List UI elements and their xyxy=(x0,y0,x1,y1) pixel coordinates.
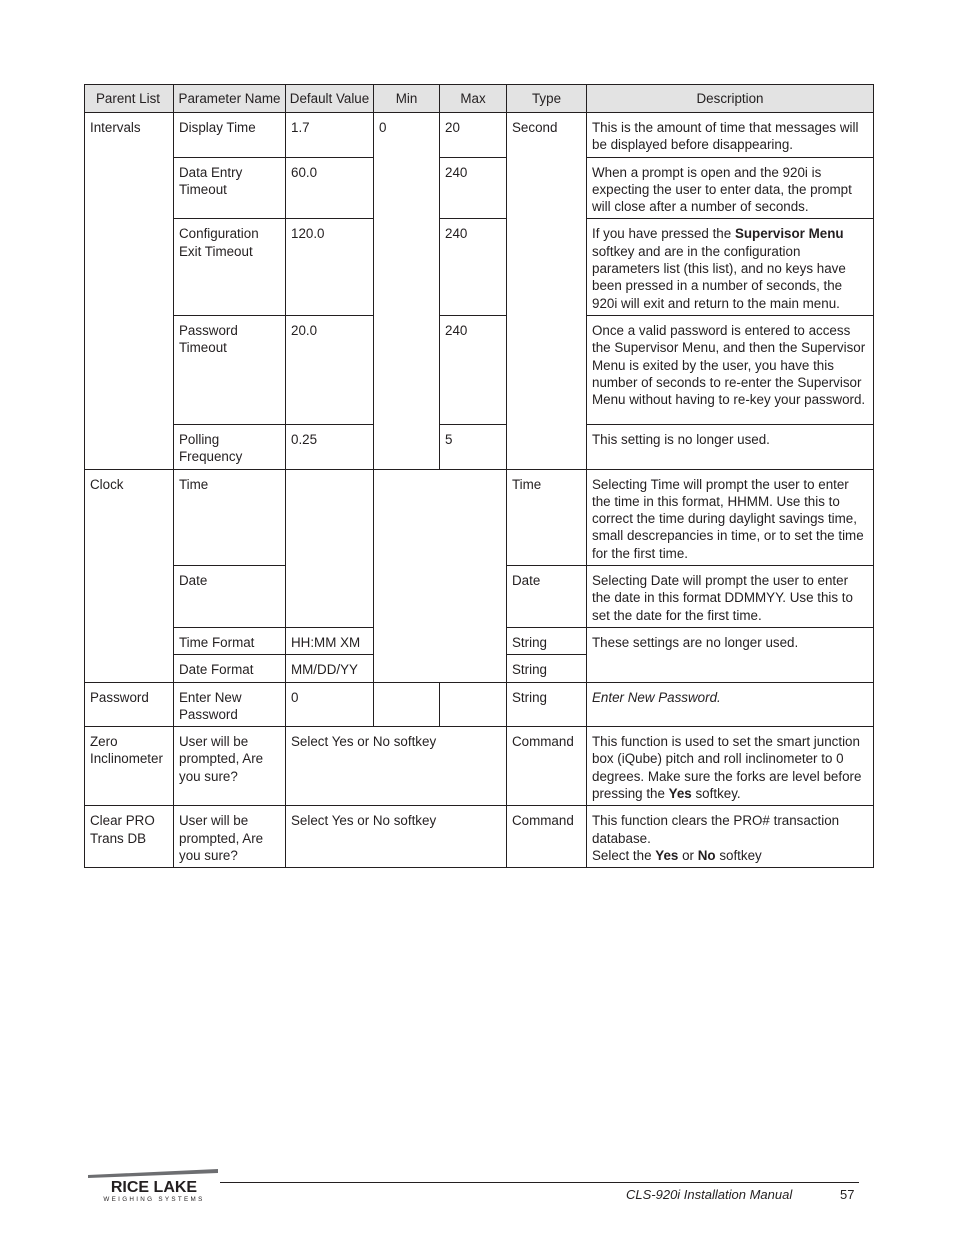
table-row xyxy=(85,682,874,727)
header-min: Min xyxy=(374,85,440,113)
type-cell: Second xyxy=(507,113,587,470)
description-cell: Enter New Password. xyxy=(587,682,874,727)
table-row xyxy=(85,157,874,219)
table-row xyxy=(85,113,874,158)
header-parameter-name: Parameter Name xyxy=(174,85,286,113)
param-name-cell: Time xyxy=(174,469,286,565)
default-cell: 0 xyxy=(286,682,374,727)
header-max: Max xyxy=(440,85,507,113)
parent-cell: Intervals xyxy=(85,113,174,470)
type-cell: String xyxy=(507,655,587,682)
desc-bold-term: Yes xyxy=(655,847,679,863)
table-row xyxy=(85,469,874,565)
param-name-cell: Password Timeout xyxy=(174,315,286,424)
desc-text: softkey xyxy=(715,847,762,863)
desc-text: or xyxy=(678,847,698,863)
param-name-cell: Enter New Password xyxy=(174,682,286,727)
table-row xyxy=(85,424,874,469)
description-cell: This is the amount of time that messages will be displayed before disappearing. xyxy=(587,113,874,158)
param-name-cell: Time Format xyxy=(174,627,286,654)
max-cell xyxy=(440,682,507,727)
max-cell: 240 xyxy=(440,219,507,315)
type-cell: Time xyxy=(507,469,587,565)
type-cell: Date xyxy=(507,566,587,628)
default-cell: Select Yes or No softkey xyxy=(286,727,507,806)
param-name-cell: User will be prompted, Are you sure? xyxy=(174,727,286,806)
description-cell xyxy=(587,806,874,868)
manual-title: CLS-920i Installation Manual xyxy=(626,1187,793,1202)
param-name-cell: Polling Frequency xyxy=(174,424,286,469)
description-cell: Selecting Date will prompt the user to enter the date in this format DDMMYY. Use this to set the date for the first time. xyxy=(587,566,874,628)
table-row xyxy=(85,806,874,868)
default-cell: MM/DD/YY xyxy=(286,655,374,682)
description-cell: These settings are no longer used. xyxy=(587,627,874,682)
param-name-cell: Data Entry Timeout xyxy=(174,157,286,219)
description-cell: Once a valid password is entered to access the Supervisor Menu, and then the Supervisor Menu is exited by the user, you have this number of seconds to re-enter the Supervisor Menu without having to re-key your password. xyxy=(587,315,874,424)
header-default-value: Default Value xyxy=(286,85,374,113)
default-cell: 120.0 xyxy=(286,219,374,315)
desc-text: This function clears the PRO# transaction database. xyxy=(592,813,840,846)
table-row xyxy=(85,219,874,315)
footer-rule xyxy=(220,1182,859,1183)
logo-tagline: WEIGHING SYSTEMS xyxy=(103,1196,205,1203)
parameter-table xyxy=(84,84,874,868)
desc-text: This function is used to set the smart junction box (iQube) pitch and roll inclinometer to 0 degrees. Make sure the forks are level before pressing the xyxy=(592,734,862,802)
min-max-cell xyxy=(374,469,507,682)
description-cell xyxy=(587,727,874,806)
max-cell: 20 xyxy=(440,113,507,158)
parent-cell: Password xyxy=(85,682,174,727)
default-cell: Select Yes or No softkey xyxy=(286,806,507,868)
table-row xyxy=(85,727,874,806)
type-cell: Command xyxy=(507,727,587,806)
min-cell xyxy=(374,682,440,727)
type-cell: String xyxy=(507,627,587,654)
header-description: Description xyxy=(587,85,874,113)
description-cell: This setting is no longer used. xyxy=(587,424,874,469)
page-number: 57 xyxy=(840,1187,855,1202)
max-cell: 5 xyxy=(440,424,507,469)
desc-bold-term: Yes xyxy=(668,786,692,802)
logo-wordmark: RICE LAKE xyxy=(110,1179,198,1196)
description-cell: When a prompt is open and the 920i is expecting the user to enter data, the prompt will close after a number of seconds. xyxy=(587,157,874,219)
param-name-cell: Display Time xyxy=(174,113,286,158)
max-cell: 240 xyxy=(440,315,507,424)
desc-text: softkey and are in the configuration parameters list (this list), and no keys have been pressed in a number of seconds, the 920i will exit and return to the main menu. xyxy=(592,243,846,311)
header-parent-list: Parent List xyxy=(85,85,174,113)
default-cell: HH:MM XM xyxy=(286,627,374,654)
default-cell: 60.0 xyxy=(286,157,374,219)
desc-text: Select the xyxy=(592,847,656,863)
param-name-cell: Configuration Exit Timeout xyxy=(174,219,286,315)
max-cell: 240 xyxy=(440,157,507,219)
parent-cell: Clear PRO Trans DB xyxy=(85,806,174,868)
desc-text: If you have pressed the xyxy=(592,226,735,242)
table-header-row xyxy=(85,85,874,113)
desc-bold-term: No xyxy=(697,847,716,863)
default-cell: 1.7 xyxy=(286,113,374,158)
parent-cell: Clock xyxy=(85,469,174,682)
table-row xyxy=(85,315,874,424)
param-name-cell: User will be prompted, Are you sure? xyxy=(174,806,286,868)
default-cell xyxy=(286,469,374,627)
default-cell: 0.25 xyxy=(286,424,374,469)
param-name-cell: Date xyxy=(174,566,286,628)
param-name-cell: Date Format xyxy=(174,655,286,682)
description-cell xyxy=(587,219,874,315)
desc-bold-term: Supervisor Menu xyxy=(734,226,844,242)
default-cell: 20.0 xyxy=(286,315,374,424)
rice-lake-logo xyxy=(86,1168,222,1204)
parent-cell: Zero Inclinometer xyxy=(85,727,174,806)
type-cell: Command xyxy=(507,806,587,868)
header-type: Type xyxy=(507,85,587,113)
description-cell: Selecting Time will prompt the user to enter the time in this format, HHMM. Use this to correct the time during daylight savings time, small descrepancies in time, or to set the time for the first time. xyxy=(587,469,874,565)
type-cell: String xyxy=(507,682,587,727)
desc-text: softkey. xyxy=(691,786,741,802)
min-cell: 0 xyxy=(374,113,440,470)
